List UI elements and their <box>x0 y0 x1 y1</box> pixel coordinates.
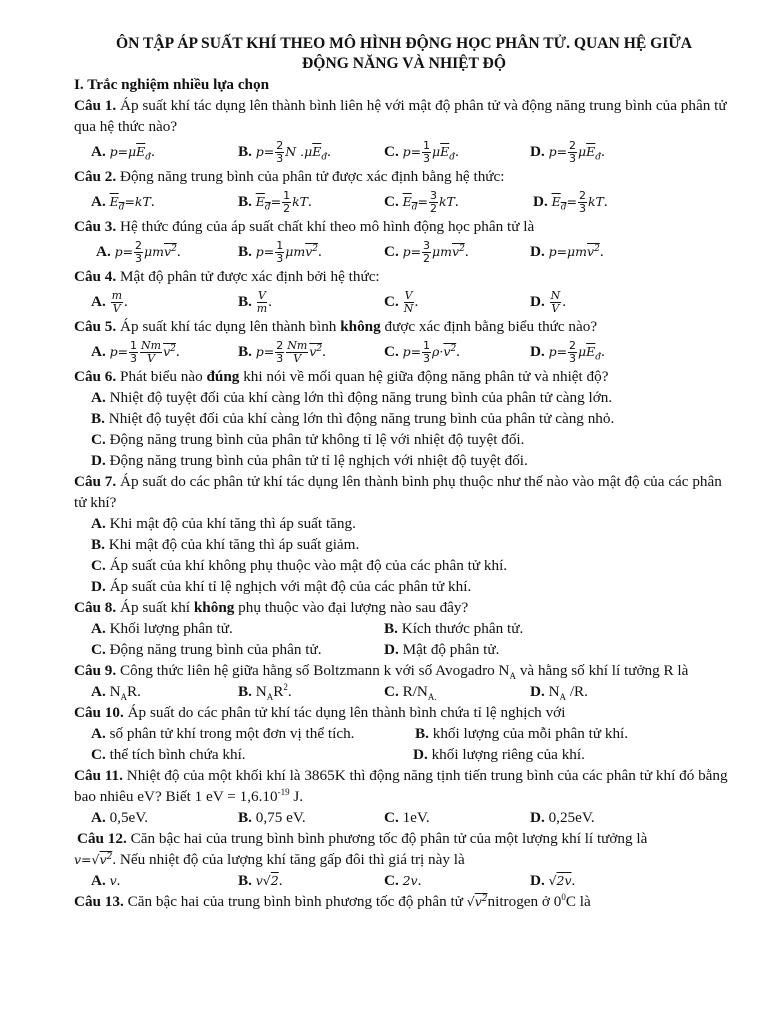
question-7-option-c: C. Áp suất của khí không phụ thuộc vào mật độ của các phân tử khí. <box>91 557 508 574</box>
question-6: Câu 6. Phát biểu nào đúng khi nói về mối quan hệ giữa động năng phân tử và nhiệt độ? <box>74 368 609 385</box>
question-7-option-a: A. Khi mật độ của khí tăng thì áp suất tăng. <box>91 515 356 532</box>
question-12-options: A. v. B. v√2. C. 2v. D. √2v. <box>91 872 576 889</box>
question-11-options: A. 0,5eV. B. 0,75 eV. C. 1eV. D. 0,25eV. <box>91 809 595 826</box>
question-10-options-row1: A. số phân tử khí trong một đơn vị thể tích. B. khối lượng của mỗi phân tử khí. <box>91 725 629 742</box>
page-title: ÔN TẬP ÁP SUẤT KHÍ THEO MÔ HÌNH ĐỘNG HỌC PHÂN TỬ. QUAN HỆ GIỮA ĐỘNG NĂNG VÀ NHIỆT ĐỘ <box>115 35 693 72</box>
question-12-cont: $v=√v^2$. Nếu nhiệt độ của lượng khí tăng gấp đôi thì giá trị này là <box>74 851 465 868</box>
question-13: Câu 13. Căn bậc hai của trung bình bình phương tốc độ phân tử $√v^2nitrogen$ ở $0^0C$ là <box>74 891 591 910</box>
question-5-options: A. p= $\frac{1}{3}$ $\frac{Nm}{V}$ $v^2$. B. p= $\frac{2}{3}$ $\frac{Nm}{V}$ $v^2$. C. p= $\frac{1}{3}$ $\rho\cdot v^2$. D. p= $\frac{2}{3}$ $\mu\overline{E}_đ$. <box>91 339 605 366</box>
question-9-options: A. $N_AR$. B. $N_AR^2$. C. $R/N_{A.}$ D. $N_A$ /R. <box>91 681 588 703</box>
question-7-option-b: B. Khi mật độ của khí tăng thì áp suất giảm. <box>91 536 360 553</box>
question-6-option-d: D. Động năng trung bình của phân tử tỉ lệ nghịch với nhiệt độ tuyệt đối. <box>91 452 528 469</box>
question-3-options: A. p= $\frac{2}{3}$ μmv$^2$. B. p= $\frac{1}{3}$ μmv$^2$. C. p= $\frac{3}{2}$ μmv$^2$. D. p=μmv$^2$. <box>96 239 604 266</box>
question-5: Câu 5. Áp suất khí tác dụng lên thành bình không được xác định bằng biểu thức nào? <box>74 318 598 335</box>
question-1: Câu 1. Áp suất khí tác dụng lên thành bình liên hệ với mật độ phân tử và động năng trung bình của phân tử qua hệ thức nào? <box>74 97 727 135</box>
question-9: Câu 9. Công thức liên hệ giữa hằng số Boltzmann k với số Avogadro $N_A$ và hằng số khí lí tưởng R là <box>74 662 689 682</box>
question-6-option-a: A. Nhiệt độ tuyệt đối của khí càng lớn thì động năng trung bình của phân tử càng lớn. <box>91 389 613 406</box>
question-8: Câu 8. Áp suất khí không phụ thuộc vào đại lượng nào sau đây? <box>74 599 469 616</box>
question-12: Câu 12. Căn bậc hai của trung bình bình phương tốc độ phân tử của một lượng khí lí tưởng là <box>77 830 648 847</box>
question-7: Câu 7. Áp suất do các phân tử khí tác dụng lên thành bình phụ thuộc như thế nào vào mật độ của các phân tử khí? <box>74 473 722 511</box>
document-page <box>74 34 734 912</box>
question-3: Câu 3. Hệ thức đúng của áp suất chất khí theo mô hình động học phân tử là <box>74 218 535 235</box>
question-11: Câu 11. Nhiệt độ của một khối khí là 3865K thì động năng tịnh tiến trung bình của các phân tử khí đó bằng bao nhiêu eV? Biết 1 eV = $1,6.10^{-19}$ J. <box>74 767 728 805</box>
question-4: Câu 4. Mật độ phân tử được xác định bởi hệ thức: <box>74 268 380 285</box>
question-10: Câu 10. Áp suất do các phân tử khí tác dụng lên thành bình chứa tỉ lệ nghịch với <box>74 704 566 721</box>
question-2-options: A. $E_đ=kT$. B. $E_đ=$ $\frac{1}{2}$ kT. C. $E_đ=$ $\frac{3}{2}$ kT. D. $E_đ=$ $\frac{2}{3}$ kT. <box>91 189 608 216</box>
question-2: Câu 2. Động năng trung bình của phân tử được xác định bằng hệ thức: <box>74 168 505 185</box>
question-7-option-d: D. Áp suất của khí tỉ lệ nghịch với mật độ của các phân tử khí. <box>91 578 472 595</box>
question-8-options-row2: C. Động năng trung bình của phân tử. D. Mật độ phân tử. <box>91 641 500 658</box>
question-4-options: A. $\frac{m}{V}$ . B. $\frac{V}{m}$ . C. $\frac{V}{N}$ . D. $\frac{N}{V}$ . <box>91 289 566 316</box>
question-1-options: A. $p=\mu\overline{E}_đ$. B. p= $\frac{2}{3}$ N $.\mu\overline{E}_đ$. C. p= $\frac{1}{3}$ $\mu\overline{E}_đ$. D. p= $\frac{2}{3}$ $\mu\overline{E}_đ$. <box>91 139 605 166</box>
question-10-options-row2: C. thể tích bình chứa khí. D. khối lượng riêng của khí. <box>91 746 585 763</box>
section-heading: I. Trắc nghiệm nhiều lựa chọn <box>74 76 270 93</box>
question-8-options-row1: A. Khối lượng phân tử. B. Kích thước phân tử. <box>91 620 524 637</box>
question-6-option-b: B. Nhiệt độ tuyệt đối của khí càng lớn thì động năng trung bình của phân tử càng nhỏ. <box>91 410 615 427</box>
question-6-option-c: C. Động năng trung bình của phân tử không tỉ lệ với nhiệt độ tuyệt đối. <box>91 431 525 448</box>
